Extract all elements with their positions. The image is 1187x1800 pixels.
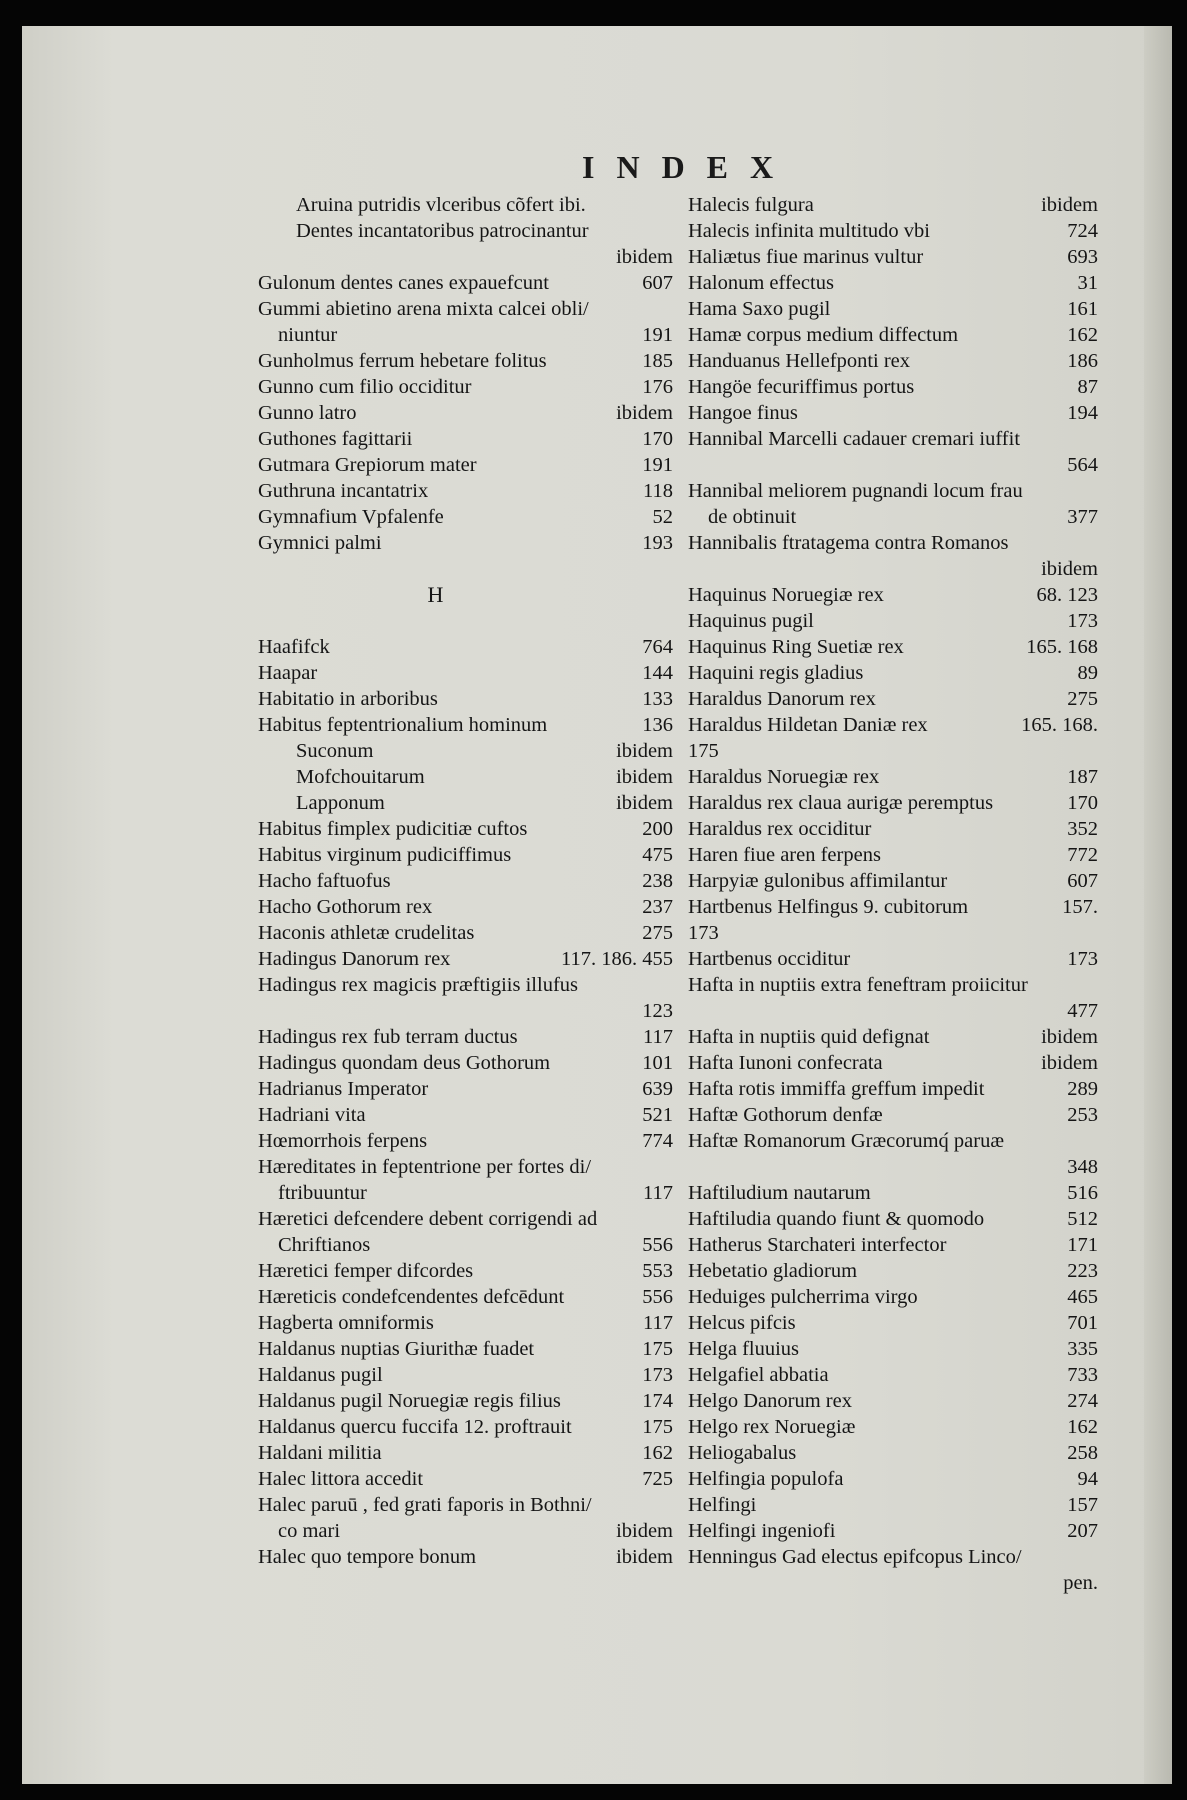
index-entry — [258, 374, 673, 400]
index-entry — [258, 1362, 673, 1388]
entry-page-ref: 639 — [642, 1078, 673, 1100]
adjacent-page-edge — [1144, 26, 1172, 1784]
index-entry — [688, 1154, 1098, 1180]
entry-page-ref: ibidem — [616, 792, 673, 814]
entry-text: Haraldus Hildetan Daniæ rex — [688, 714, 928, 736]
index-entry — [688, 738, 1098, 764]
entry-text: Mofchouitarum — [296, 766, 425, 788]
entry-text: Hama Saxo pugil — [688, 298, 831, 320]
index-entry — [258, 426, 673, 452]
index-entry — [688, 972, 1098, 998]
entry-text: Gutmara Grepiorum mater — [258, 454, 477, 476]
index-entry — [688, 1544, 1098, 1570]
index-entry — [258, 998, 673, 1024]
entry-page-ref: 87 — [1077, 376, 1098, 398]
entry-page-ref: 117 — [643, 1182, 673, 1204]
index-entry — [258, 790, 673, 816]
index-entry — [688, 1362, 1098, 1388]
index-entry — [258, 1206, 673, 1232]
entry-page-ref: 275 — [642, 922, 673, 944]
index-entry — [688, 816, 1098, 842]
entry-text: Hadingus rex magicis præftigiis illufus — [258, 974, 578, 996]
entry-text: Gummi abietino arena mixta calcei obli/ — [258, 298, 589, 320]
index-entry — [258, 504, 673, 530]
entry-page-ref: 68. 123 — [1036, 584, 1098, 606]
entry-text: Hafta Iunoni confecrata — [688, 1052, 883, 1074]
entry-text: Hartbenus Helfingus 9. cubitorum — [688, 896, 969, 918]
index-entry — [688, 1232, 1098, 1258]
index-entry — [688, 634, 1098, 660]
index-entry — [688, 1284, 1098, 1310]
index-entry — [258, 478, 673, 504]
entry-page-ref: pen. — [1063, 1572, 1098, 1594]
entry-text: Halec quo tempore bonum — [258, 1546, 477, 1568]
entry-text: Halecis infinita multitudo vbi — [688, 220, 930, 242]
entry-text: Halonum effectus — [688, 272, 834, 294]
index-entry — [688, 504, 1098, 530]
index-entry — [258, 244, 673, 270]
index-entry — [688, 556, 1098, 582]
entry-text: Halecis fulgura — [688, 194, 814, 216]
entry-page-ref: 477 — [1067, 1000, 1098, 1022]
entry-text: Hartbenus occiditur — [688, 948, 851, 970]
entry-text: Hangöe fecuriffimus portus — [688, 376, 915, 398]
index-entry — [258, 946, 673, 972]
entry-text: Aruina putridis vlceribus cõfert ibi. — [296, 194, 586, 216]
entry-page-ref: 175 — [642, 1416, 673, 1438]
index-entry — [688, 712, 1098, 738]
entry-text: Gunno cum filio occiditur — [258, 376, 472, 398]
entry-page-ref: 194 — [1067, 402, 1098, 424]
entry-text: Habitus feptentrionalium hominum — [258, 714, 548, 736]
index-entry — [258, 348, 673, 374]
entry-text: Helfingi — [688, 1494, 757, 1516]
entry-page-ref: 144 — [642, 662, 673, 684]
entry-page-ref: 162 — [1067, 1416, 1098, 1438]
index-entry — [688, 920, 1098, 946]
index-entry — [258, 764, 673, 790]
index-entry — [258, 1544, 673, 1570]
index-entry — [688, 608, 1098, 634]
index-entry — [688, 426, 1098, 452]
index-entry — [688, 296, 1098, 322]
index-entry — [258, 270, 673, 296]
entry-page-ref: 52 — [652, 506, 673, 528]
entry-page-ref: ibidem — [616, 740, 673, 762]
entry-page-ref: 512 — [1067, 1208, 1098, 1230]
entry-text: Hadingus quondam deus Gothorum — [258, 1052, 551, 1074]
entry-page-ref: 556 — [642, 1286, 673, 1308]
index-entry — [258, 556, 673, 582]
entry-text: Haafifck — [258, 636, 330, 658]
index-entry — [688, 686, 1098, 712]
index-entry — [688, 1076, 1098, 1102]
entry-text: Chriftianos — [278, 1234, 371, 1256]
entry-text: Hamæ corpus medium diffectum — [688, 324, 959, 346]
index-entry — [688, 894, 1098, 920]
entry-page-ref: 173 — [642, 1364, 673, 1386]
index-entry — [258, 296, 673, 322]
entry-page-ref: ibidem — [616, 402, 673, 424]
index-entry — [258, 218, 673, 244]
entry-page-ref: 377 — [1067, 506, 1098, 528]
index-entry — [688, 1414, 1098, 1440]
entry-page-ref: 772 — [1067, 844, 1098, 866]
entry-text: Haftiludia quando fiunt & quomodo — [688, 1208, 985, 1230]
entry-text: Hadingus Danorum rex — [258, 948, 451, 970]
entry-text: Lapponum — [296, 792, 385, 814]
entry-page-ref: 253 — [1067, 1104, 1098, 1126]
index-entry — [258, 686, 673, 712]
entry-page-ref: ibidem — [1041, 558, 1098, 580]
entry-page-ref: 764 — [642, 636, 673, 658]
index-entry — [258, 1310, 673, 1336]
entry-text: Habitatio in arboribus — [258, 688, 438, 710]
entry-text: Haftiludium nautarum — [688, 1182, 871, 1204]
entry-page-ref: 607 — [1067, 870, 1098, 892]
index-entry — [258, 1180, 673, 1206]
index-entry — [258, 1232, 673, 1258]
entry-page-ref: 101 — [642, 1052, 673, 1074]
entry-page-ref: 171 — [1067, 1234, 1098, 1256]
entry-text: Haquinus Ring Suetiæ rex — [688, 636, 904, 658]
entry-page-ref: 191 — [642, 454, 673, 476]
entry-text: Hagberta omniformis — [258, 1312, 434, 1334]
index-entry — [258, 1388, 673, 1414]
index-entry — [688, 1024, 1098, 1050]
entry-text: Habitus fimplex pudicitiæ cuftos — [258, 818, 528, 840]
entry-page-ref: 223 — [1067, 1260, 1098, 1282]
index-entry — [688, 1518, 1098, 1544]
index-entry — [688, 218, 1098, 244]
entry-page-ref: 117 — [643, 1026, 673, 1048]
index-entry — [688, 1102, 1098, 1128]
entry-text: Hœmorrhois ferpens — [258, 1130, 428, 1152]
entry-text: Haquinus pugil — [688, 610, 814, 632]
entry-text: Hebetatio gladiorum — [688, 1260, 858, 1282]
entry-text: Haldanus pugil Noruegiæ regis filius — [258, 1390, 561, 1412]
index-entry — [688, 764, 1098, 790]
entry-page-ref: 117 — [643, 1312, 673, 1334]
entry-text: Hannibal meliorem pugnandi locum frau — [688, 480, 1023, 502]
index-entry — [258, 1518, 673, 1544]
entry-page-ref: 725 — [642, 1468, 673, 1490]
entry-text: Gunno latro — [258, 402, 357, 424]
entry-text: Haraldus Danorum rex — [688, 688, 876, 710]
entry-text: Gymnafium Vpfalenfe — [258, 506, 444, 528]
entry-page-ref: 170 — [642, 428, 673, 450]
entry-page-ref: 170 — [1067, 792, 1098, 814]
entry-page-ref: ibidem — [1041, 1052, 1098, 1074]
index-entry — [258, 608, 673, 634]
entry-text: Hæreditates in feptentrione per fortes di/ — [258, 1156, 592, 1178]
entry-page-ref: 553 — [642, 1260, 673, 1282]
entry-text: 173 — [688, 922, 719, 944]
entry-page-ref: 733 — [1067, 1364, 1098, 1386]
entry-page-ref: 94 — [1077, 1468, 1098, 1490]
entry-page-ref: 89 — [1077, 662, 1098, 684]
entry-page-ref: 238 — [642, 870, 673, 892]
index-entry — [258, 712, 673, 738]
index-entry — [688, 1388, 1098, 1414]
entry-text: Helfingi ingeniofi — [688, 1520, 836, 1542]
index-entry — [258, 634, 673, 660]
entry-page-ref: 193 — [642, 532, 673, 554]
index-entry — [688, 1128, 1098, 1154]
entry-page-ref: 185 — [642, 350, 673, 372]
entry-page-ref: 289 — [1067, 1078, 1098, 1100]
entry-page-ref: 774 — [642, 1130, 673, 1152]
index-entry — [258, 400, 673, 426]
entry-page-ref: ibidem — [1041, 194, 1098, 216]
entry-text: Hafta in nuptiis quid defignat — [688, 1026, 930, 1048]
entry-page-ref: 165. 168 — [1026, 636, 1098, 658]
entry-text: Hangoe finus — [688, 402, 798, 424]
index-entry — [258, 1258, 673, 1284]
entry-text: Hæreticis condefcendentes defcēdunt — [258, 1286, 565, 1308]
entry-page-ref: 200 — [642, 818, 673, 840]
entry-page-ref: 186 — [1067, 350, 1098, 372]
entry-text: Henningus Gad electus epifcopus Linco/ — [688, 1546, 1022, 1568]
entry-text: Hadrianus Imperator — [258, 1078, 429, 1100]
entry-text: Haldanus quercu fuccifa 12. proftrauit — [258, 1416, 572, 1438]
entry-text: Guthruna incantatrix — [258, 480, 429, 502]
index-entry — [688, 946, 1098, 972]
entry-text: Habitus virginum pudiciffimus — [258, 844, 512, 866]
index-entry — [258, 920, 673, 946]
index-entry — [258, 1050, 673, 1076]
entry-text: Hadingus rex fub terram ductus — [258, 1026, 518, 1048]
index-entry — [688, 192, 1098, 218]
entry-page-ref: 237 — [642, 896, 673, 918]
entry-page-ref: ibidem — [616, 1546, 673, 1568]
index-entry — [258, 1154, 673, 1180]
entry-page-ref: 564 — [1067, 454, 1098, 476]
entry-page-ref: 174 — [642, 1390, 673, 1412]
entry-text: Haldanus pugil — [258, 1364, 383, 1386]
entry-page-ref: 173 — [1067, 948, 1098, 970]
entry-text: Hæretici defcendere debent corrigendi ad — [258, 1208, 598, 1230]
index-entry — [688, 270, 1098, 296]
entry-page-ref: 275 — [1067, 688, 1098, 710]
index-entry — [688, 1258, 1098, 1284]
index-entry — [688, 400, 1098, 426]
entry-page-ref: 607 — [642, 272, 673, 294]
entry-page-ref: 693 — [1067, 246, 1098, 268]
index-entry — [688, 452, 1098, 478]
entry-page-ref: 207 — [1067, 1520, 1098, 1542]
index-entry — [688, 790, 1098, 816]
index-entry — [258, 1414, 673, 1440]
index-entry — [258, 660, 673, 686]
entry-page-ref: 31 — [1077, 272, 1098, 294]
entry-text: Gulonum dentes canes expauefcunt — [258, 272, 549, 294]
entry-text: Guthones fagittarii — [258, 428, 413, 450]
entry-page-ref: 157. — [1062, 896, 1098, 918]
index-entry — [688, 1310, 1098, 1336]
index-entry — [258, 1492, 673, 1518]
entry-text: Hacho Gothorum rex — [258, 896, 433, 918]
index-entry — [258, 816, 673, 842]
entry-text: Hatherus Starchateri interfector — [688, 1234, 947, 1256]
entry-text: Hafta rotis immiffa greffum impedit — [688, 1078, 985, 1100]
index-entry — [258, 1284, 673, 1310]
index-entry — [688, 478, 1098, 504]
index-header: INDEX — [582, 149, 796, 185]
entry-text: de obtinuit — [708, 506, 797, 528]
index-entry — [258, 452, 673, 478]
index-column-left — [258, 192, 673, 1570]
entry-page-ref: 521 — [642, 1104, 673, 1126]
entry-text: Heliogabalus — [688, 1442, 797, 1464]
index-entry — [688, 348, 1098, 374]
entry-text: Hæretici femper difcordes — [258, 1260, 474, 1282]
entry-page-ref: 123 — [642, 1000, 673, 1022]
entry-text: Helgo Danorum rex — [688, 1390, 852, 1412]
entry-page-ref: 165. 168. — [1021, 714, 1098, 736]
section-heading: H — [427, 582, 444, 607]
entry-page-ref: 274 — [1067, 1390, 1098, 1412]
entry-text: ftribuuntur — [278, 1182, 367, 1204]
index-entry — [258, 1440, 673, 1466]
index-entry — [258, 1336, 673, 1362]
entry-text: Hacho faftuofus — [258, 870, 391, 892]
entry-text: Haftæ Romanorum Græcorumq́ paruæ — [688, 1130, 1004, 1152]
index-entry — [258, 1128, 673, 1154]
entry-page-ref: 516 — [1067, 1182, 1098, 1204]
index-entry — [688, 842, 1098, 868]
entry-text: Heduiges pulcherrima virgo — [688, 1286, 918, 1308]
index-column-right — [688, 192, 1098, 1596]
entry-text: Helcus pifcis — [688, 1312, 796, 1334]
entry-page-ref: 136 — [642, 714, 673, 736]
entry-text: Haraldus rex occiditur — [688, 818, 872, 840]
index-entry — [688, 1180, 1098, 1206]
entry-page-ref: 118 — [643, 480, 673, 502]
entry-text: Hafta in nuptiis extra feneftram proiicitur — [688, 974, 1028, 996]
entry-text: Gunholmus ferrum hebetare folitus — [258, 350, 547, 372]
index-entry — [688, 660, 1098, 686]
index-entry — [258, 530, 673, 556]
index-entry — [258, 322, 673, 348]
entry-page-ref: ibidem — [616, 1520, 673, 1542]
entry-text: Haraldus rex claua aurigæ peremptus — [688, 792, 994, 814]
entry-page-ref: 335 — [1067, 1338, 1098, 1360]
entry-page-ref: 701 — [1067, 1312, 1098, 1334]
entry-page-ref: 191 — [642, 324, 673, 346]
entry-text: Hannibalis ftratagema contra Romanos — [688, 532, 1009, 554]
entry-page-ref: 258 — [1067, 1442, 1098, 1464]
entry-text: Helgo rex Noruegiæ — [688, 1416, 856, 1438]
entry-text: Haquinus Noruegiæ rex — [688, 584, 884, 606]
index-entry — [688, 1336, 1098, 1362]
index-entry — [688, 1570, 1098, 1596]
entry-text: Halec paruū , fed grati faporis in Bothni/ — [258, 1494, 592, 1516]
index-entry — [258, 868, 673, 894]
index-entry — [258, 1076, 673, 1102]
index-entry — [258, 738, 673, 764]
entry-page-ref: 161 — [1067, 298, 1098, 320]
index-entry — [688, 1492, 1098, 1518]
entry-text: Helga fluuius — [688, 1338, 800, 1360]
entry-page-ref: 133 — [642, 688, 673, 710]
entry-page-ref: 117. 186. 455 — [561, 948, 673, 970]
index-entry — [688, 374, 1098, 400]
entry-text: Hadriani vita — [258, 1104, 366, 1126]
entry-page-ref: ibidem — [616, 246, 673, 268]
entry-text: Hannibal Marcelli cadauer cremari iuffit — [688, 428, 1021, 450]
entry-text: Helfingia populofa — [688, 1468, 844, 1490]
entry-text: Dentes incantatoribus patrocinantur — [296, 220, 589, 242]
entry-page-ref: 352 — [1067, 818, 1098, 840]
entry-text: Haquini regis gladius — [688, 662, 864, 684]
entry-text: Helgafiel abbatia — [688, 1364, 829, 1386]
index-entry — [688, 1050, 1098, 1076]
entry-text: 175 — [688, 740, 719, 762]
index-entry — [688, 530, 1098, 556]
index-entry — [258, 1102, 673, 1128]
entry-page-ref: ibidem — [1041, 1026, 1098, 1048]
index-entry — [688, 1440, 1098, 1466]
entry-page-ref: 173 — [1067, 610, 1098, 632]
entry-page-ref: 475 — [642, 844, 673, 866]
entry-page-ref: 348 — [1067, 1156, 1098, 1178]
entry-text: Haconis athletæ crudelitas — [258, 922, 475, 944]
entry-page-ref: ibidem — [616, 766, 673, 788]
entry-text: Gymnici palmi — [258, 532, 382, 554]
entry-text: Haren fiue aren ferpens — [688, 844, 881, 866]
index-entry — [258, 842, 673, 868]
entry-text: Haldani militia — [258, 1442, 382, 1464]
entry-page-ref: 162 — [642, 1442, 673, 1464]
entry-text: niuntur — [278, 324, 338, 346]
index-entry — [688, 1206, 1098, 1232]
index-entry — [688, 998, 1098, 1024]
entry-text: Handuanus Hellefponti rex — [688, 350, 911, 372]
entry-page-ref: 556 — [642, 1234, 673, 1256]
index-entry — [258, 894, 673, 920]
index-entry — [688, 322, 1098, 348]
entry-text: co mari — [278, 1520, 341, 1542]
entry-page-ref: 162 — [1067, 324, 1098, 346]
entry-text: Haapar — [258, 662, 318, 684]
entry-page-ref: 187 — [1067, 766, 1098, 788]
entry-page-ref: 176 — [642, 376, 673, 398]
entry-page-ref: 175 — [642, 1338, 673, 1360]
entry-text: Haldanus nuptias Giurithæ fuadet — [258, 1338, 535, 1360]
entry-text: Harpyiæ gulonibus affimilantur — [688, 870, 948, 892]
index-entry — [258, 972, 673, 998]
index-entry — [688, 868, 1098, 894]
entry-page-ref: 157 — [1067, 1494, 1098, 1516]
entry-text: Haliætus fiue marinus vultur — [688, 246, 924, 268]
index-entry — [258, 1466, 673, 1492]
index-entry — [688, 1466, 1098, 1492]
entry-text: Haraldus Noruegiæ rex — [688, 766, 880, 788]
entry-text: Halec littora accedit — [258, 1468, 424, 1490]
index-entry — [258, 192, 673, 218]
entry-page-ref: 724 — [1067, 220, 1098, 242]
index-entry — [688, 582, 1098, 608]
index-entry — [688, 244, 1098, 270]
entry-page-ref: 465 — [1067, 1286, 1098, 1308]
entry-text: Haftæ Gothorum denfæ — [688, 1104, 883, 1126]
index-entry — [258, 1024, 673, 1050]
section-letter — [258, 582, 673, 608]
entry-text: Suconum — [296, 740, 374, 762]
